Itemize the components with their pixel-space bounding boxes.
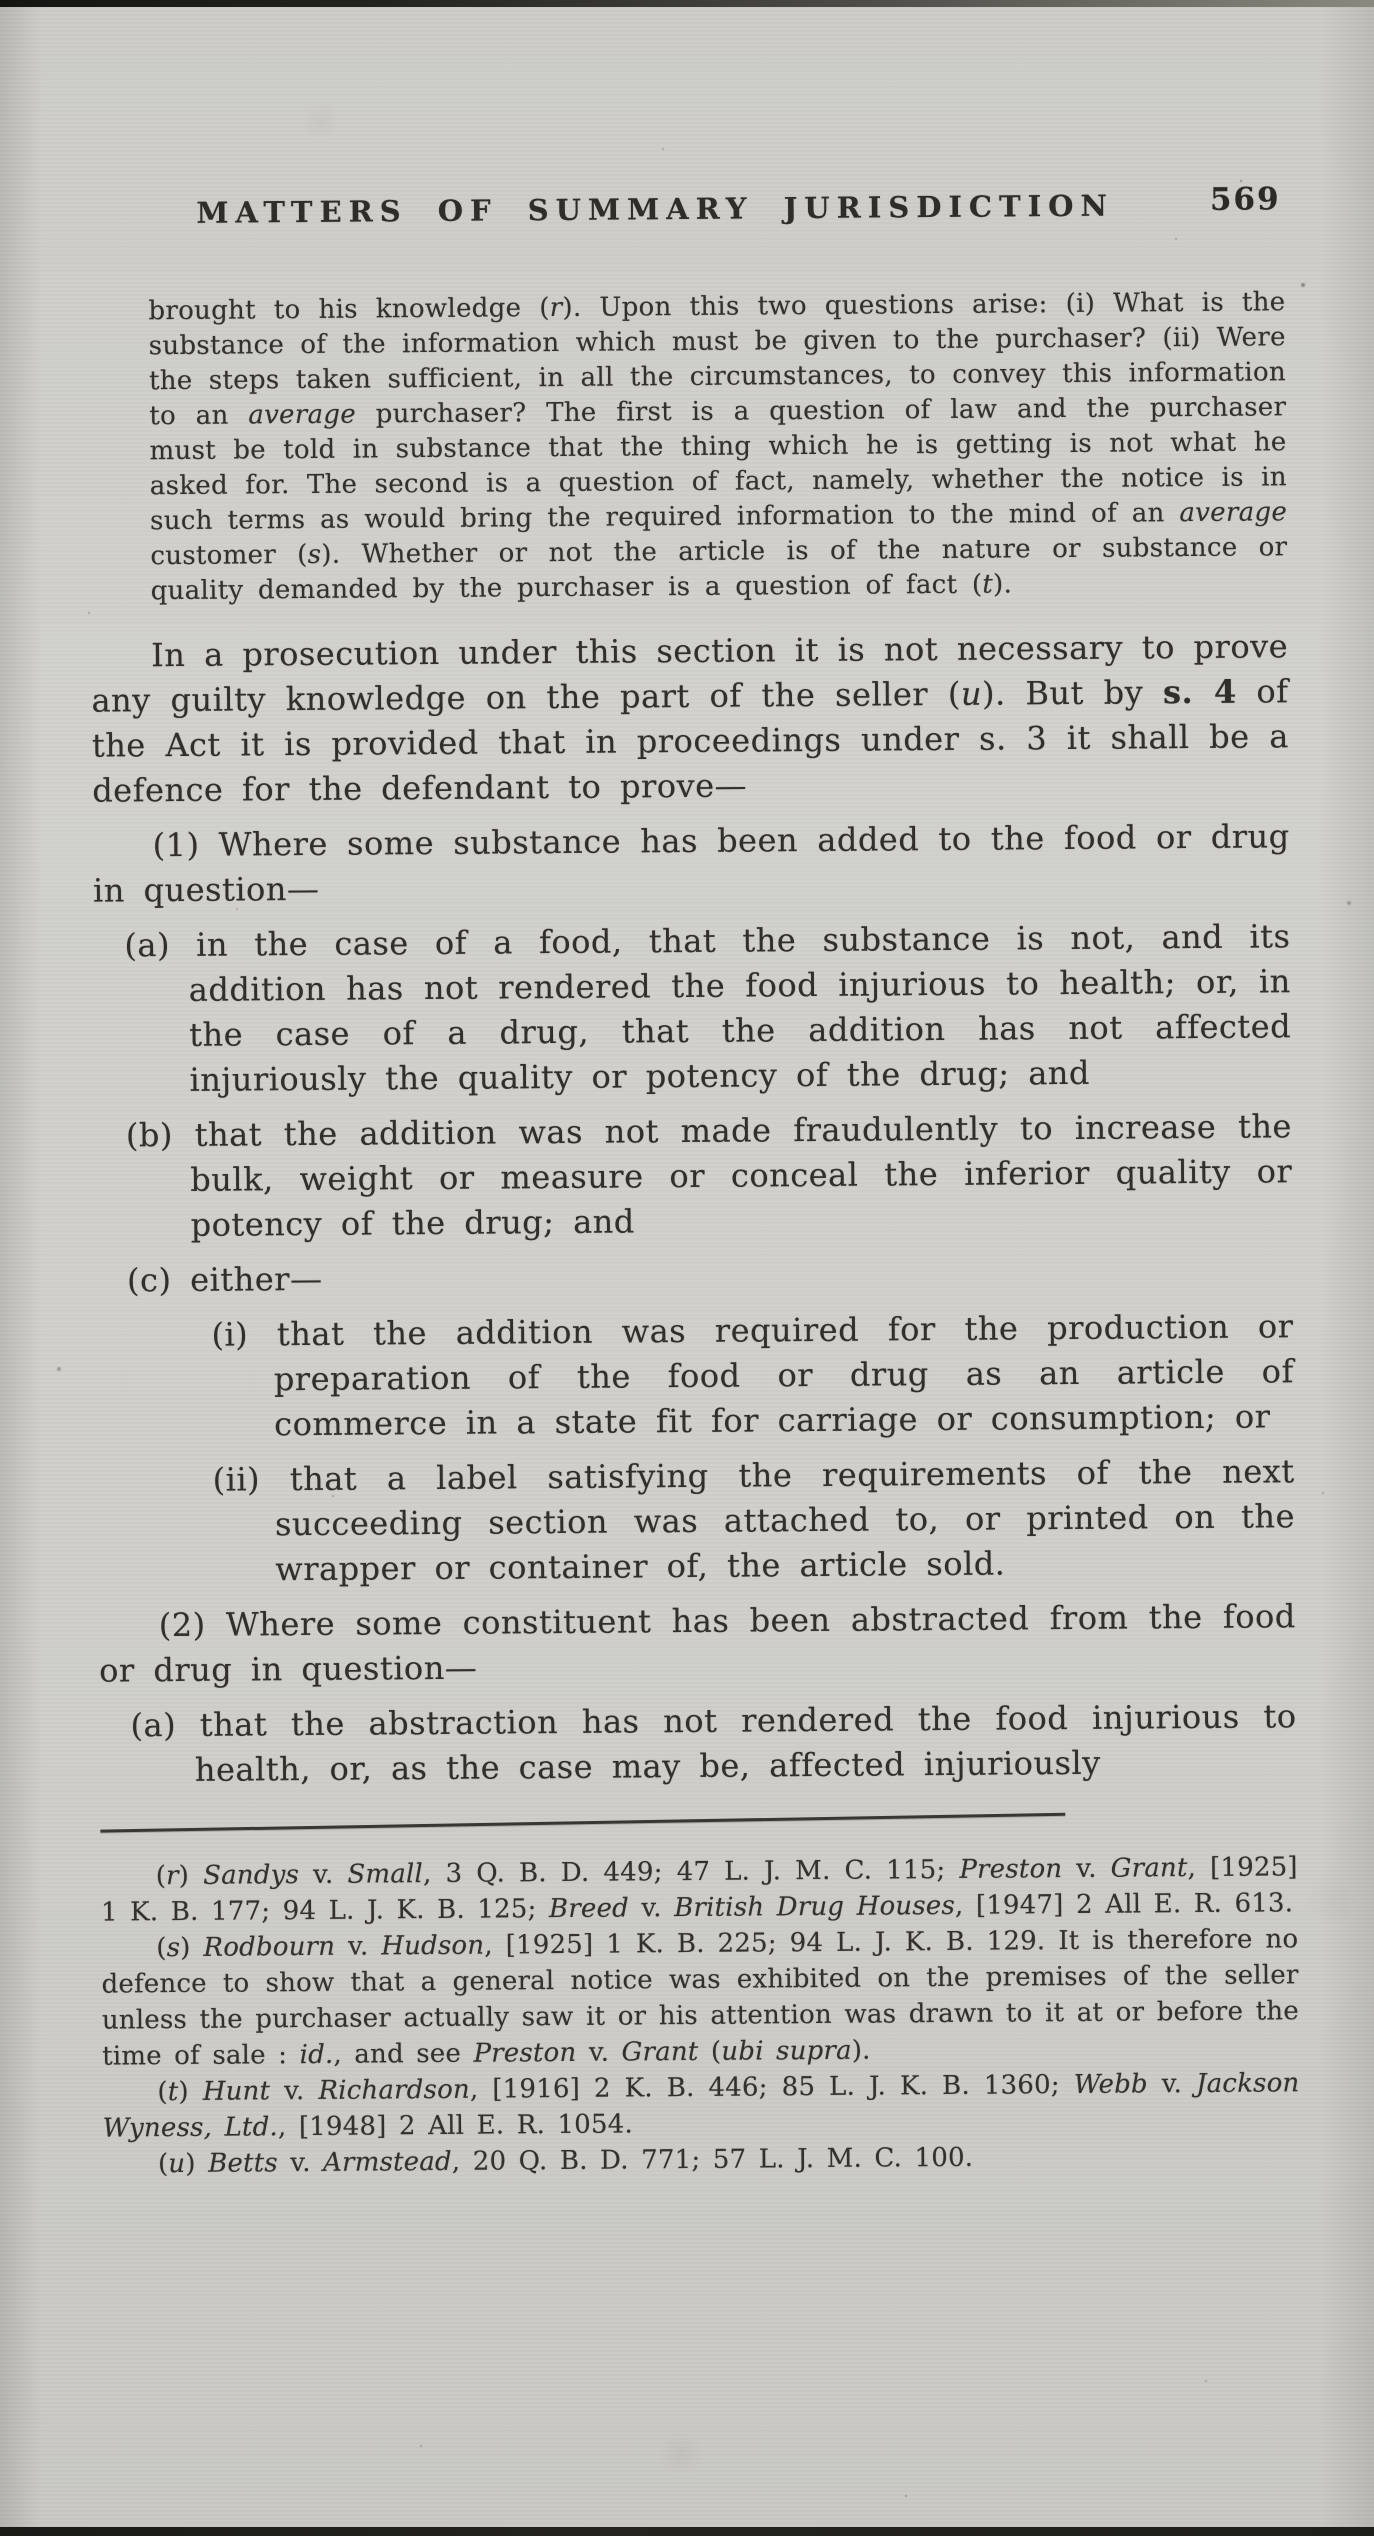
list-item-1c [96, 1249, 1293, 1303]
text-run: , 20 Q. B. D. 771; 57 L. J. M. C. 100. [451, 2142, 974, 2177]
text-run: s. 4 [1162, 672, 1237, 712]
text-run: t [982, 569, 994, 600]
text-run: ( [157, 2149, 169, 2180]
text-run: Betts [208, 2148, 278, 2179]
footnote-r [101, 1849, 1299, 1930]
text-run: v. [298, 1859, 348, 1891]
text-run: v. [335, 1931, 382, 1962]
text-run: ( [155, 1861, 167, 1892]
text-run: ) [178, 2076, 203, 2108]
text-run: Small [347, 1859, 424, 1890]
list-item-2 [99, 1594, 1297, 1693]
text-run: v. [270, 2075, 319, 2107]
page-header [88, 181, 1285, 242]
text-run: r [165, 1861, 179, 1892]
text-run: ubi supra [721, 2035, 852, 2067]
list-item-1c-i [96, 1304, 1294, 1448]
text-run: , [1925] 1 K. B. 177; 94 L. J. K. B. 125; [100, 1852, 1298, 1928]
list-item-1c-ii [97, 1449, 1295, 1593]
text-run: (1) Where some substance has been added to the food or drug in question— [92, 817, 1290, 910]
text-run: v. [1062, 1853, 1111, 1885]
text-run: ( [157, 2077, 168, 2108]
text-run: ( [698, 2036, 722, 2067]
text-run: v. [1147, 2069, 1197, 2100]
text-run: Preston [473, 2037, 577, 2069]
text-run: Rodbourn [203, 1931, 336, 1963]
text-run: v. [277, 2147, 324, 2179]
text-run: ) [178, 1860, 204, 1892]
text-run: Grant [1110, 1853, 1188, 1884]
text-run: (b) that the addition was not made fraudulently to increase the bulk, weight or measure or conceal the inferior quality or potency of the drug; and [125, 1107, 1293, 1244]
text-run: Breed [548, 1893, 630, 1925]
text-run: v. [576, 2037, 622, 2068]
text-run: Hudson [381, 1930, 485, 1962]
text-run: British Drug Houses [674, 1890, 956, 1924]
text-run: Grant [621, 2036, 699, 2068]
text-run: (a) that the abstraction has not rendered the food injurious to health, or, as the case may be, affected injuriously [130, 1697, 1297, 1789]
list-item-1 [92, 814, 1290, 913]
text-run: of the Act it is provided that in proceedings under s. 3 it shall be a defence for the defendant to prove— [91, 672, 1289, 810]
text-run: In a prosecution under this section it is not necessary to prove any guilty knowledge on the part of the seller ( [91, 627, 1289, 720]
text-run: (2) Where some constituent has been abstracted from the food or drug in question— [98, 1597, 1296, 1690]
page-number: 569 [1209, 181, 1281, 218]
text-run: s [166, 1933, 181, 1964]
text-run: customer ( [150, 539, 308, 572]
text-run: ). Upon this two questions arise: (i) What is the substance of the information which must be given to the purchaser? (ii) Were the steps taken sufficient, in all the circumstances, to convey this information to an [148, 287, 1287, 432]
text-run: ). [992, 569, 1013, 600]
text-run: u [168, 2148, 186, 2180]
text-run: s [307, 539, 322, 570]
text-run: (c) either— [126, 1259, 323, 1300]
text-run: id. [299, 2039, 334, 2071]
text-run: , and see [333, 2038, 474, 2070]
text-run: ( [156, 1933, 167, 1964]
list-item-1b [95, 1104, 1293, 1248]
scan-top-edge-artifact [0, 0, 1374, 7]
paragraph-prosecution [91, 624, 1289, 813]
scan-bottom-edge-artifact [0, 2527, 1374, 2536]
text-run: Richardson [318, 2074, 471, 2106]
text-run: ). But by [981, 673, 1164, 713]
footnote-t [102, 2065, 1300, 2146]
text-run: ) [185, 2148, 209, 2179]
text-run: (i) that the addition was required for the production or preparation of the food or drug as an article of commerce in a state fit for carriage or consumption; or [211, 1307, 1294, 1444]
footnote-rule [100, 1813, 1065, 1833]
running-title: MATTERS OF SUMMARY JURISDICTION [196, 188, 1115, 230]
text-run: ). [851, 2035, 871, 2066]
footnote-s [101, 1921, 1299, 2074]
text-run: average [248, 399, 357, 431]
text-run: ). Whether or not the article is of the nature or substance or quality demanded by the purchaser is a question of fact ( [150, 532, 1288, 607]
text-run: Jackson Wyness, Ltd. [102, 2068, 1300, 2144]
text-run: , [1948] 2 All E. R. 1054. [277, 2109, 634, 2143]
text-run: , 3 Q. B. D. 449; 47 L. J. M. C. 115; [422, 1854, 960, 1890]
text-run: Hunt [202, 2076, 271, 2107]
text-run: ) [180, 1932, 204, 1964]
text-run: Preston [959, 1854, 1063, 1885]
text-run: (a) in the case of a food, that the substance is not, and its addition has not rendered the food injurious to health; or, in the case of a drug, that the addition has not affected injuriously the quality or potency of the drug; and [124, 917, 1292, 1099]
text-run: , [1925] 1 K. B. 225; 94 L. J. K. B. 129. It is therefore no defence to show that a general notice was exhibited on the premises of the seller unless the purchaser actually saw it or his attention was drawn to it at or before the time of sale : [101, 1924, 1299, 2072]
text-run: average [1179, 497, 1288, 529]
text-run: u [960, 674, 983, 713]
text-run: brought to his knowledge ( [148, 293, 550, 327]
list-item-1a [93, 914, 1291, 1103]
text-run: t [167, 2077, 179, 2108]
text-run: Armstead [322, 2146, 452, 2178]
text-run: , [1916] 2 K. B. 446; 85 L. J. K. B. 1360; [469, 2069, 1074, 2105]
text-run: Sandys [203, 1860, 300, 1891]
text-run: , [1947] 2 All E. R. 613. [954, 1888, 1294, 1921]
continuation-paragraph [148, 285, 1287, 609]
text-run: r [549, 292, 563, 324]
text-run: (ii) that a label satisfying the requirements of the next succeeding section was attached to, or printed on the wrapper or container of, the article sold. [212, 1452, 1296, 1589]
text-run: Webb [1073, 2069, 1148, 2100]
footnotes-section [101, 1849, 1301, 2182]
text-run: purchaser? The first is a question of law and the purchaser must be told in substance that the thing which he is getting is not what he asked for. The second is a question of fact, namely, whether the notice is in such terms as would bring the required information to the mind of an [149, 392, 1287, 537]
text-run: v. [628, 1893, 675, 1924]
list-item-2a [99, 1694, 1297, 1793]
main-text-column [91, 624, 1297, 1793]
